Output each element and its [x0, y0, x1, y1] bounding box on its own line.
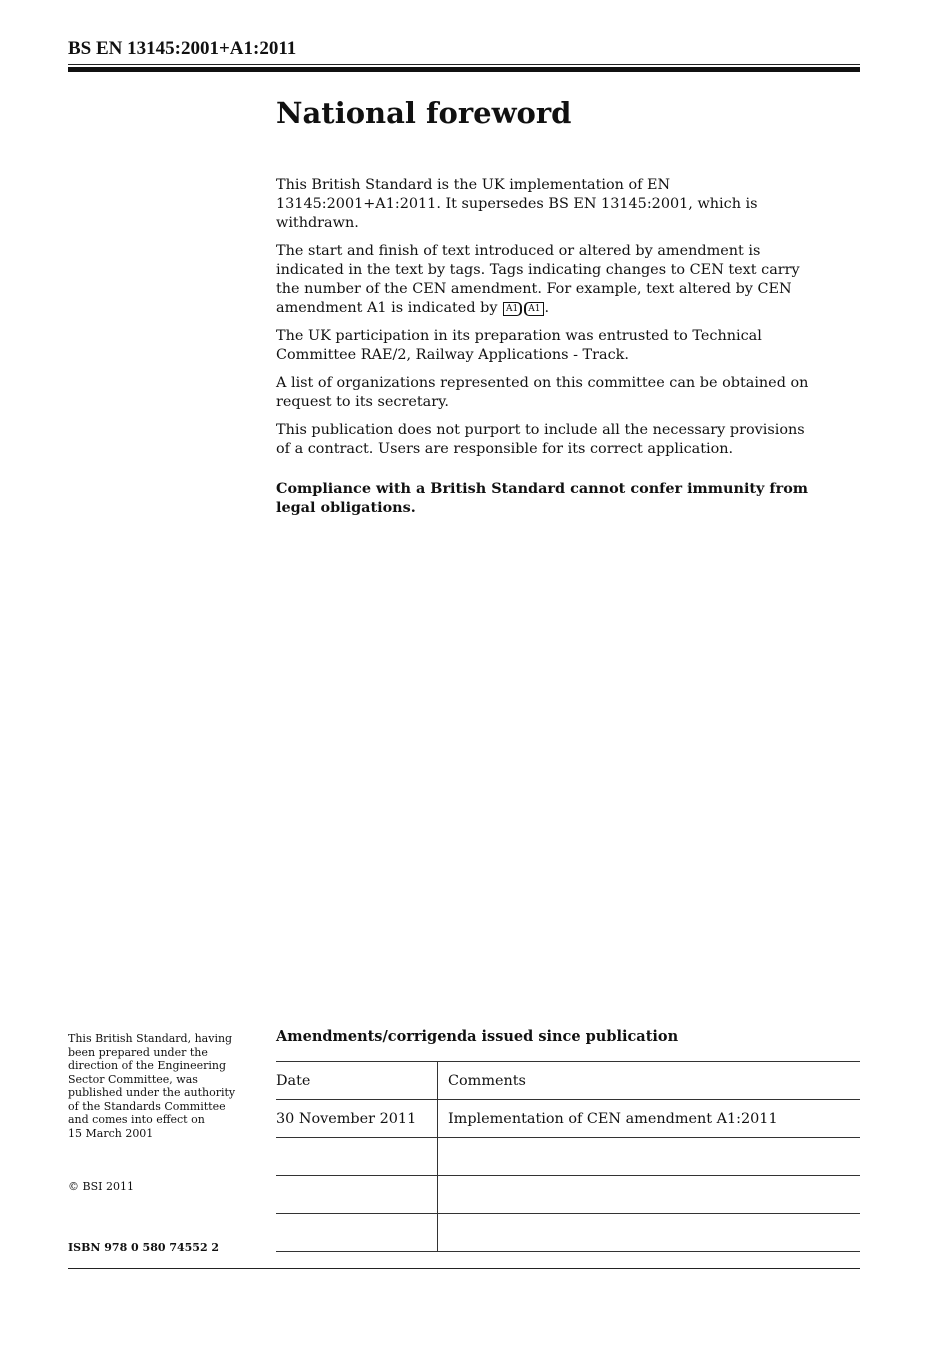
compliance-statement: Compliance with a British Standard cannot confer immunity from legal obligations. [276, 480, 809, 516]
isbn: ISBN 978 0 580 74552 2 [68, 1241, 220, 1254]
cell-date [276, 1176, 438, 1214]
paragraph-implementation: This British Standard is the UK implementation of EN 13145:2001+A1:2011. It supersedes BS EN 13145:2001, which is withdrawn. [276, 177, 758, 231]
page-title: National foreword [276, 96, 572, 130]
header-rule-thick [68, 67, 860, 72]
paragraph-organizations: A list of organizations represented on this committee can be obtained on request to its secretary. [276, 375, 809, 410]
cell-date [276, 1214, 438, 1252]
table-row [276, 1214, 860, 1252]
column-header-date: Date [276, 1062, 438, 1100]
cell-comments [438, 1214, 861, 1252]
paragraph-amendment-end: . [544, 300, 550, 316]
table-header-row [276, 1062, 860, 1100]
paragraph-contract: This publication does not purport to include all the necessary provisions of a contract. Users are responsible for its correct application. [276, 422, 805, 457]
footer-rule [68, 1268, 860, 1269]
paragraph-amendment-tags [276, 242, 821, 318]
cell-comments [438, 1176, 861, 1214]
amendment-end-tag-icon: A1 [524, 302, 543, 316]
cell-date: 30 November 2011 [276, 1100, 438, 1138]
amendments-table [276, 1061, 860, 1252]
publication-note: This British Standard, having been prepared under the direction of the Engineering Sector Committee, was published under the authority of the Standards Committee and comes into effect on 15 March 2001 [68, 1032, 236, 1140]
cell-date [276, 1138, 438, 1176]
foreword-body [276, 176, 821, 526]
cell-comments: Implementation of CEN amendment A1:2011 [438, 1100, 861, 1138]
paragraph-participation: The UK participation in its preparation was entrusted to Technical Committee RAE/2, Railway Applications - Track. [276, 328, 762, 363]
amendments-heading: Amendments/corrigenda issued since publication [276, 1028, 679, 1045]
table-row [276, 1138, 860, 1176]
paragraph-amendment-text: The start and finish of text introduced or altered by amendment is indicated in the text by tags. Tags indicating changes to CEN text carry the number of the CEN amendment. For example, text altered by CEN amendment A1 is indicated by [276, 243, 800, 316]
table-row [276, 1100, 860, 1138]
cell-comments [438, 1138, 861, 1176]
document-code: BS EN 13145:2001+A1:2011 [68, 38, 297, 59]
table-row [276, 1176, 860, 1214]
amendment-start-tag-icon: A1 [503, 302, 522, 316]
copyright: © BSI 2011 [68, 1180, 134, 1193]
column-header-comments: Comments [438, 1062, 861, 1100]
header-rule-thin [68, 64, 860, 65]
